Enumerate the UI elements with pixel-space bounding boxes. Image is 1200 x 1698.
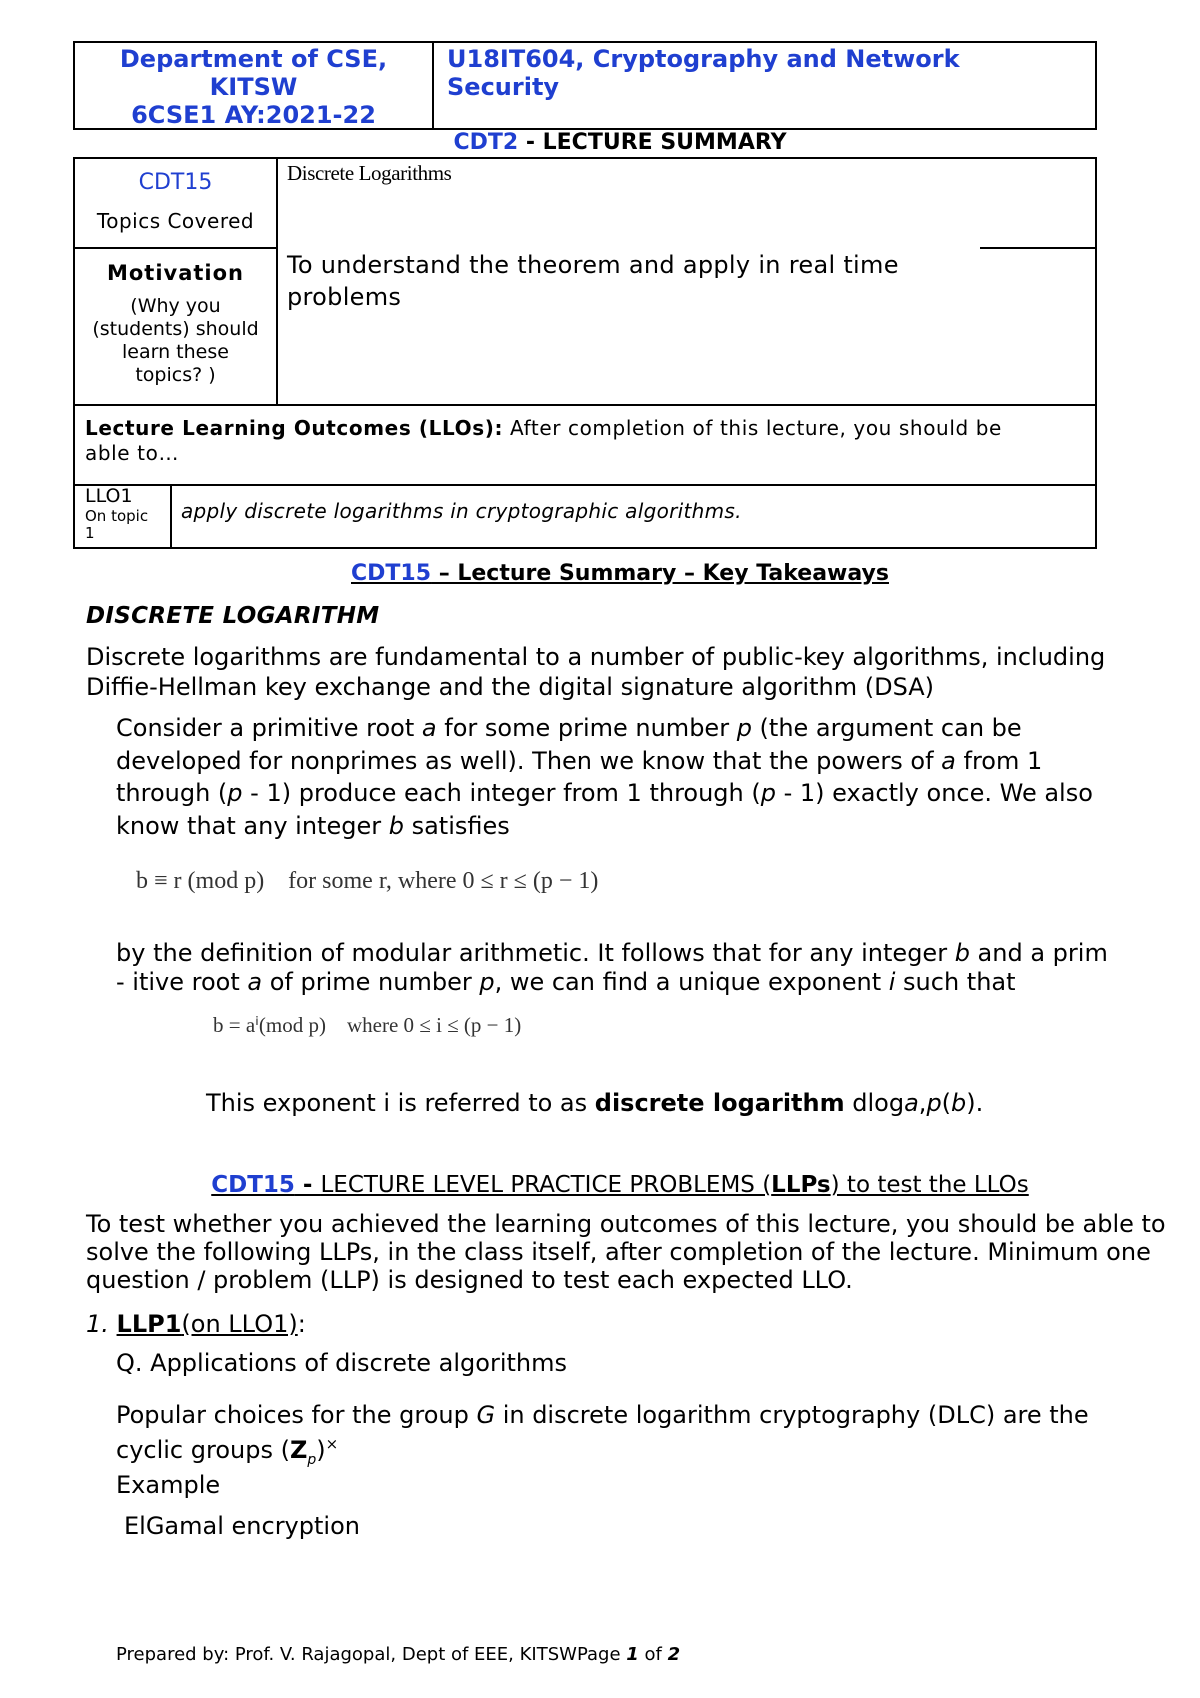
- llo-heading: Lecture Learning Outcomes (LLOs): After completion of this lecture, you should be able to…: [85, 416, 1002, 465]
- course-title: U18IT604, Cryptography and Network Security: [447, 45, 960, 101]
- equation-congruence: b ≡ r (mod p) for some r, where 0 ≤ r ≤ (p − 1): [136, 868, 599, 894]
- llo1-label-cell: LLO1 On topic 1: [85, 485, 170, 541]
- modular-arithmetic-paragraph: by the definition of modular arithmetic. It follows that for any integer b and a prim - itive root a of prime number p, we can find a unique exponent i such that: [116, 939, 1108, 996]
- summary-table: [73, 157, 1097, 549]
- motivation-sub-2: (students) should: [92, 318, 259, 340]
- equation-exponent: b = aⁱ(mod p) where 0 ≤ i ≤ (p − 1): [213, 1013, 522, 1037]
- llo1-value: apply discrete logarithms in cryptographic algorithms.: [181, 499, 742, 523]
- motivation-sub-4: topics? ): [135, 364, 216, 386]
- motivation-sub-1: (Why you: [130, 295, 221, 317]
- intro-paragraph: Discrete logarithms are fundamental to a number of public-key algorithms, including Diffie-Hellman key exchange and the digital signature algorithm (DSA): [86, 643, 1106, 701]
- motivation-sub-3: learn these: [122, 341, 229, 363]
- cdt-label: CDT15: [138, 170, 213, 195]
- academic-year: 6CSE1 AY:2021-22: [131, 101, 376, 129]
- department-cell: [75, 43, 434, 128]
- question-text: Q. Applications of discrete algorithms: [116, 1349, 567, 1377]
- motivation-label: Motivation: [106, 261, 245, 285]
- section-heading: DISCRETE LOGARITHM: [86, 603, 380, 629]
- llo1-label: LLO1: [85, 485, 133, 507]
- llp1-item: 1. LLP1(on LLO1):: [86, 1310, 306, 1338]
- llp-intro-paragraph: To test whether you achieved the learning outcomes of this lecture, you should be able to solve the following LLPs, in the class itself, after completion of the lecture. Minimum one question / problem (LLP) is designed to test each expected LLO.: [86, 1210, 1166, 1294]
- llp-heading: CDT15 - LECTURE LEVEL PRACTICE PROBLEMS (LLPs) to test the LLOs: [211, 1172, 1029, 1198]
- topics-value: Discrete Logarithms: [287, 161, 452, 185]
- key-takeaways-heading: CDT15 – Lecture Summary – Key Takeaways: [351, 561, 889, 586]
- header-table: [73, 41, 1097, 130]
- lecture-summary-title: CDT2 - LECTURE SUMMARY: [453, 130, 787, 155]
- motivation-value: To understand the theorem and apply in real time problems: [287, 251, 899, 311]
- elgamal-encryption: ElGamal encryption: [124, 1512, 360, 1540]
- footer: Prepared by: Prof. V. Rajagopal, Dept of EEE, KITSWPage 1 of 2: [116, 1644, 681, 1665]
- institute-name: KITSW: [209, 73, 298, 101]
- discrete-log-definition: This exponent i is referred to as discrete logarithm dloga,p(b).: [206, 1089, 984, 1117]
- primitive-root-paragraph: Consider a primitive root a for some prime number p (the argument can be developed for nonprimes as well). Then we know that the powers of a from 1 through (p - 1) produce each integer from 1 through (p - 1) exactly once. We also know that any integer b satisfies: [116, 714, 1093, 840]
- topics-covered-label: Topics Covered: [96, 209, 255, 233]
- example-label: Example: [116, 1471, 221, 1499]
- department-name: Department of CSE,: [119, 45, 388, 73]
- popular-choices-paragraph: Popular choices for the group G in discrete logarithm cryptography (DLC) are the cyclic groups $(Z_p)^\times$: [116, 1401, 1089, 1468]
